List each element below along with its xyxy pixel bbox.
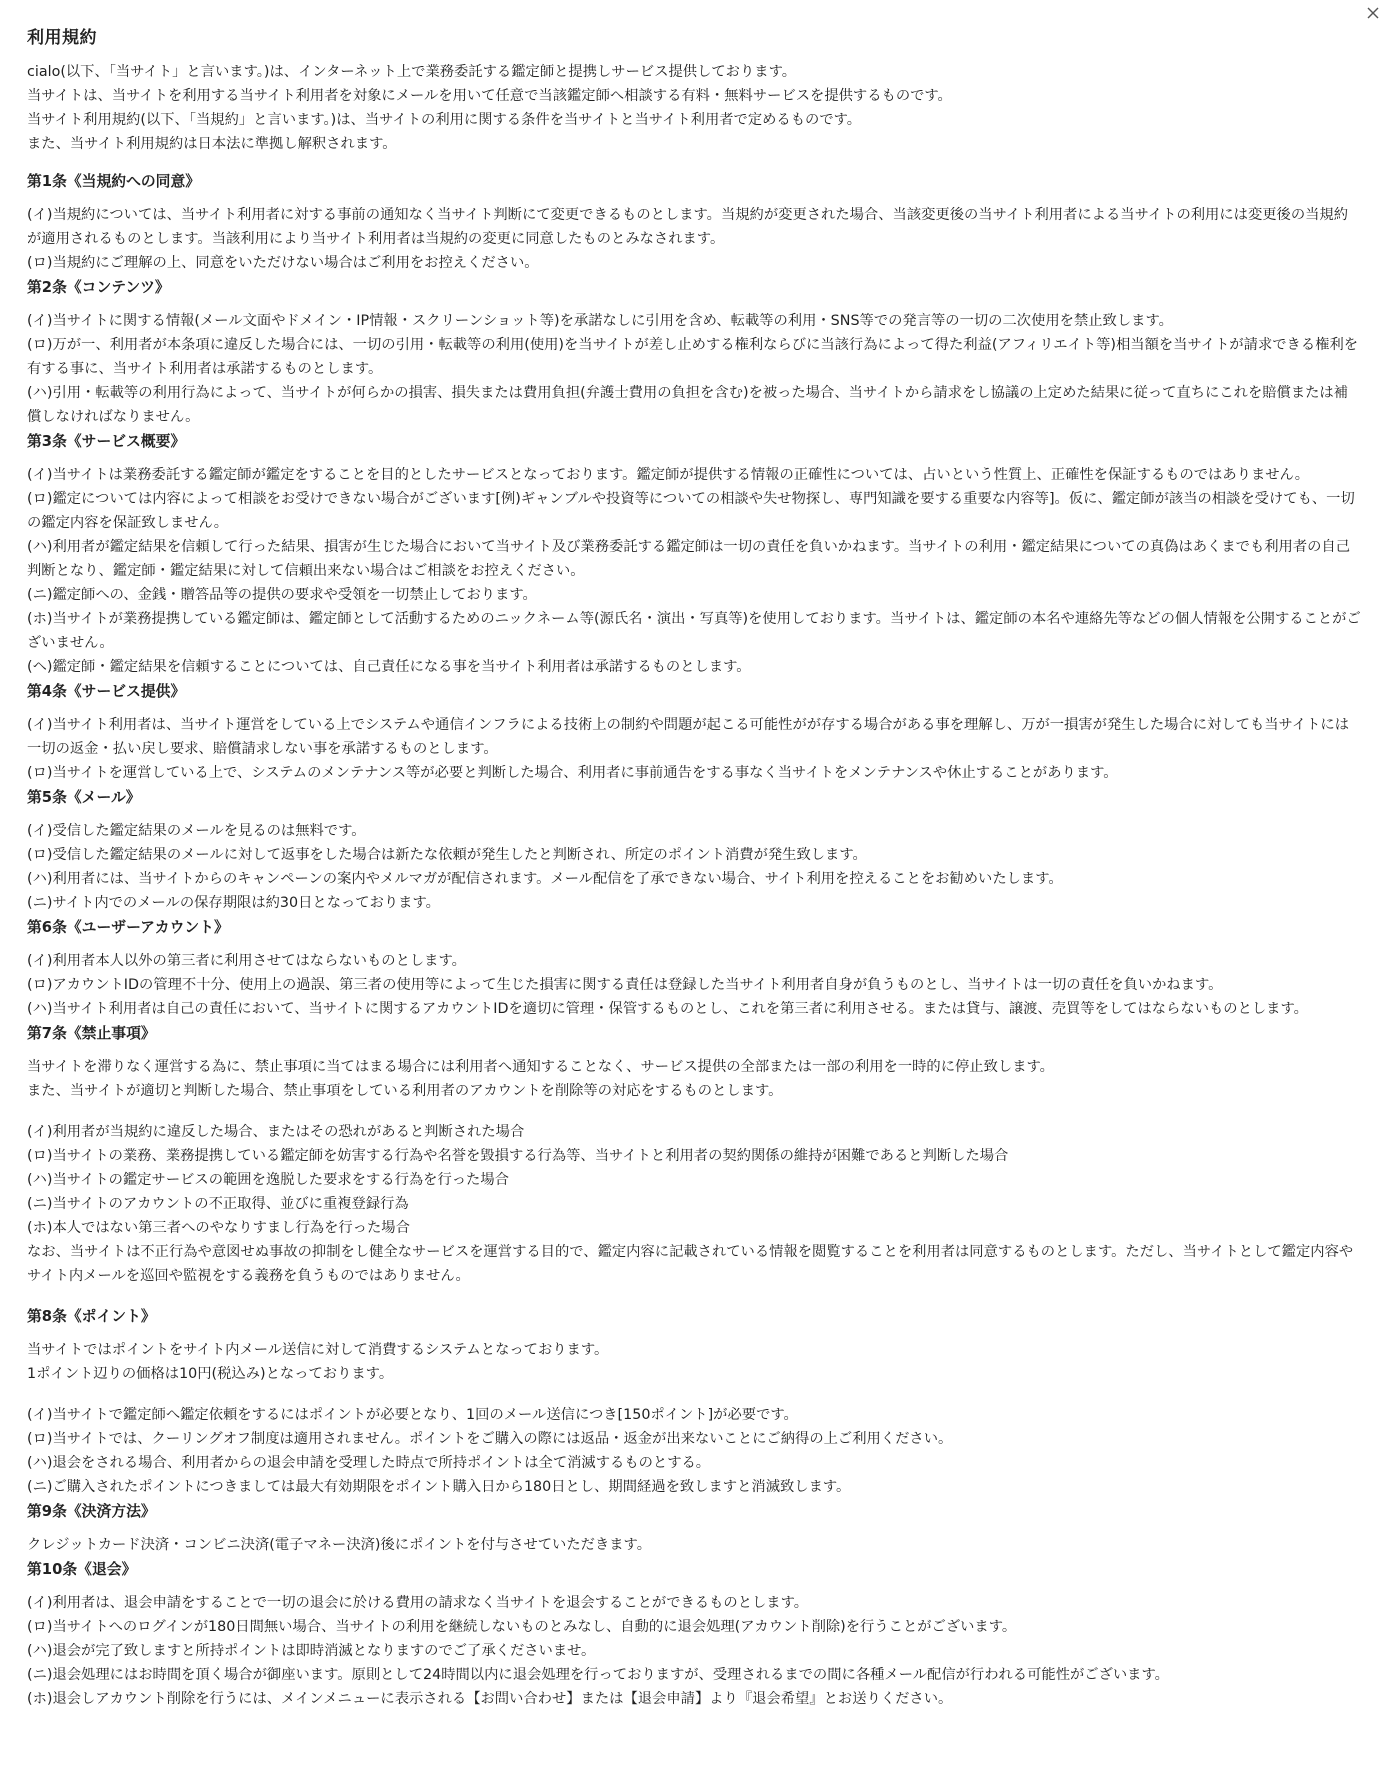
clause: (ニ)退会処理にはお時間を頂く場合が御座います。原則として24時間以内に退会処理を行っておりますが、受理されるまでの間に各種メール配信が行われる可能性がございます。 [27,1667,1169,1683]
article-heading: 第5条《メール》 [27,789,141,806]
article-heading: 第8条《ポイント》 [27,1308,156,1325]
clause: なお、当サイトは不正行為や意図せぬ事故の抑制をし健全なサービスを運営する目的で、鑑定内容に記載されている情報を閲覧することを利用者は同意するものとします。ただし、当サイトとして鑑定内容やサイト内メールを巡回や監視をする義務を負うものではありません。 [27,1244,1354,1284]
article-body [27,1591,1362,1711]
article-body [27,463,1362,679]
article-body-list [27,1403,1362,1499]
clause: (ニ)当サイトのアカウントの不正取得、並びに重複登録行為 [27,1196,409,1212]
article-4 [27,680,1362,785]
intro-line: また、当サイト利用規約は日本法に準拠し解釈されます。 [27,136,397,152]
clause: (ハ)利用者には、当サイトからのキャンペーンの案内やメルマガが配信されます。メール配信を了承できない場合、サイト利用を控えることをお勧めいたします。 [27,871,1063,887]
clause: (ロ)鑑定については内容によって相談をお受けできない場合がございます[例)ギャンブルや投資等についての相談や失せ物探し、専門知識を要する重要な内容等]。仮に、鑑定師が該当の相談を受けても、一切の鑑定内容を保証致しません。 [27,491,1355,531]
clause: 当サイトを滞りなく運営する為に、禁止事項に当てはまる場合には利用者へ通知することなく、サービス提供の全部または一部の利用を一時的に停止致します。 [27,1059,1054,1075]
clause: (イ)当サイトは業務委託する鑑定師が鑑定をすることを目的としたサービスとなっております。鑑定師が提供する情報の正確性については、占いという性質上、正確性を保証するものではありません。 [27,467,1309,483]
clause: (ロ)当サイトへのログインが180日間無い場合、当サイトの利用を継続しないものとみなし、自動的に退会処理(アカウント削除)を行うことがございます。 [27,1619,1017,1635]
spacer [27,1387,1362,1403]
clause: 当サイトではポイントをサイト内メール送信に対して消費するシステムとなっております。 [27,1342,609,1358]
clause: (ロ)当サイトを運営している上で、システムのメンテナンス等が必要と判断した場合、利用者に事前通告をする事なく当サイトをメンテナンスや休止することがあります。 [27,765,1118,781]
article-5 [27,786,1362,915]
clause: (ニ)鑑定師への、金銭・贈答品等の提供の要求や受領を一切禁止しております。 [27,587,537,603]
article-2 [27,276,1362,429]
article-heading: 第9条《決済方法》 [27,1503,156,1520]
article-body [27,1338,1362,1386]
clause: (ハ)退会をされる場合、利用者からの退会申請を受理した時点で所持ポイントは全て消滅するものとする。 [27,1455,711,1471]
article-heading: 第3条《サービス概要》 [27,433,186,450]
intro-section [27,60,1362,156]
clause: (ホ)本人ではない第三者へのやなりすまし行為を行った場合 [27,1220,410,1236]
article-heading: 第2条《コンテンツ》 [27,279,170,296]
clause: (ロ)当サイトでは、クーリングオフ制度は適用されません。ポイントをご購入の際には返品・返金が出来ないことにご納得の上ご利用ください。 [27,1431,953,1447]
clause: (ロ)万が一、利用者が本条項に違反した場合には、一切の引用・転載等の利用(使用)を当サイトが差し止めする権利ならびに当該行為によって得た利益(アフィリエイト等)相当額を当サイトが請求できる権利を有する事に、当サイト利用者は承諾するものとします。 [27,337,1359,377]
clause: (ロ)受信した鑑定結果のメールに対して返事をした場合は新たな依頼が発生したと判断され、所定のポイント消費が発生致します。 [27,847,867,863]
article-7 [27,1022,1362,1288]
clause: (ホ)退会しアカウント削除を行うには、メインメニューに表示される【お問い合わせ】または【退会申請】より『退会希望』とお送りください。 [27,1691,953,1707]
article-body [27,949,1362,1021]
clause: クレジットカード決済・コンビニ決済(電子マネー決済)後にポイントを付与させていただきます。 [27,1537,651,1553]
article-10 [27,1558,1362,1711]
article-8 [27,1305,1362,1499]
article-body [27,309,1362,429]
article-heading: 第4条《サービス提供》 [27,683,186,700]
article-heading: 第7条《禁止事項》 [27,1025,156,1042]
clause: (ハ)当サイトの鑑定サービスの範囲を逸脱した要求をする行為を行った場合 [27,1172,509,1188]
clause: (ハ)引用・転載等の利用行為によって、当サイトが何らかの損害、損失または費用負担(弁護士費用の負担を含む)を被った場合、当サイトから請求をし協議の上定めた結果に従って直ちにこれを賠償または補償しなければなりません。 [27,385,1349,425]
clause: (ホ)当サイトが業務提携している鑑定師は、鑑定師として活動するためのニックネーム等(源氏名・演出・写真等)を使用しております。当サイトは、鑑定師の本名や連絡先等などの個人情報を公開することがございません。 [27,611,1361,651]
clause: (イ)当サイト利用者は、当サイト運営をしている上でシステムや通信インフラによる技術上の制約や問題が起こる可能性がが存する場合がある事を理解し、万が一損害が発生した場合に対しても当サイトには一切の返金・払い戻し要求、賠償請求しない事を承諾するものとします。 [27,717,1350,757]
clause: (ハ)利用者が鑑定結果を信頼して行った結果、損害が生じた場合において当サイト及び業務委託する鑑定師は一切の責任を負いかねます。当サイトの利用・鑑定結果についての真偽はあくまでも利用者の自己判断となり、鑑定師・鑑定結果に対して信頼出来ない場合はご相談をお控えください。 [27,539,1351,579]
article-1 [27,170,1362,275]
intro-line: 当サイトは、当サイトを利用する当サイト利用者を対象にメールを用いて任意で当該鑑定師へ相談する有料・無料サービスを提供するものです。 [27,88,952,104]
spacer [27,1104,1362,1120]
close-button[interactable] [1362,2,1384,24]
clause: (イ)当サイトで鑑定師へ鑑定依頼をするにはポイントが必要となり、1回のメール送信につき[150ポイント]が必要です。 [27,1407,798,1423]
clause: また、当サイトが適切と判断した場合、禁止事項をしている利用者のアカウントを削除等の対応をするものとします。 [27,1083,783,1099]
clause: (イ)当サイトに関する情報(メール文面やドメイン・IP情報・スクリーンショット等)を承諾なしに引用を含め、転載等の利用・SNS等での発言等の一切の二次使用を禁止致します。 [27,313,1173,329]
article-body [27,713,1362,785]
article-body [27,203,1362,275]
page-title: 利用規約 [27,28,97,48]
clause: (イ)当規約については、当サイト利用者に対する事前の通知なく当サイト判断にて変更できるものとします。当規約が変更された場合、当該変更後の当サイト利用者による当サイトの利用には変更後の当規約が適用されるものとします。当該利用により当サイト利用者は当規約の変更に同意したものとみなされます。 [27,207,1349,247]
clause: (ハ)当サイト利用者は自己の責任において、当サイトに関するアカウントIDを適切に管理・保管するものとし、これを第三者に利用させる。または貸与、譲渡、売買等をしてはならないものとします。 [27,1001,1308,1017]
clause: (イ)利用者本人以外の第三者に利用させてはならないものとします。 [27,953,466,969]
clause: (ロ)当規約にご理解の上、同意をいただけない場合はご利用をお控えください。 [27,255,539,271]
intro-line: cialo(以下、「当サイト」と言います。)は、インターネット上で業務委託する鑑定師と提携しサービス提供しております。 [27,64,797,80]
article-heading: 第6条《ユーザーアカウント》 [27,919,229,936]
article-heading: 第1条《当規約への同意》 [27,173,201,190]
article-6 [27,916,1362,1021]
close-icon [1367,7,1379,19]
article-heading: 第10条《退会》 [27,1561,137,1578]
intro-line: 当サイト利用規約(以下、「当規約」と言います。)は、当サイトの利用に関する条件を当サイトと当サイト利用者で定めるものです。 [27,112,862,128]
clause: (イ)利用者が当規約に違反した場合、またはその恐れがあると判断された場合 [27,1124,525,1140]
clause: (ロ)アカウントIDの管理不十分、使用上の過誤、第三者の使用等によって生じた損害に関する責任は登録した当サイト利用者自身が負うものとし、当サイトは一切の責任を負いかねます。 [27,977,1223,993]
clause: (イ)受信した鑑定結果のメールを見るのは無料です。 [27,823,366,839]
clause: (ハ)退会が完了致しますと所持ポイントは即時消滅となりますのでご了承くださいませ。 [27,1643,596,1659]
clause: (ニ)ご購入されたポイントにつきましては最大有効期限をポイント購入日から180日とし、期間経過を致しますと消滅致します。 [27,1479,851,1495]
clause: (イ)利用者は、退会申請をすることで一切の退会に於ける費用の請求なく当サイトを退会することができるものとします。 [27,1595,809,1611]
clause: (ニ)サイト内でのメールの保存期限は約30日となっております。 [27,895,440,911]
article-body-list [27,1120,1362,1288]
clause: (ヘ)鑑定師・鑑定結果を信頼することについては、自己責任になる事を当サイト利用者は承諾するものとします。 [27,659,751,675]
article-body [27,1533,1362,1557]
article-body [27,1055,1362,1103]
clause: 1ポイント辺りの価格は10円(税込み)となっております。 [27,1366,394,1382]
article-3 [27,430,1362,679]
spacer [27,1289,1362,1305]
clause: (ロ)当サイトの業務、業務提携している鑑定師を妨害する行為や名誉を毀損する行為等、当サイトと利用者の契約関係の維持が困難であると判断した場合 [27,1148,1009,1164]
article-9 [27,1500,1362,1557]
article-body [27,819,1362,915]
